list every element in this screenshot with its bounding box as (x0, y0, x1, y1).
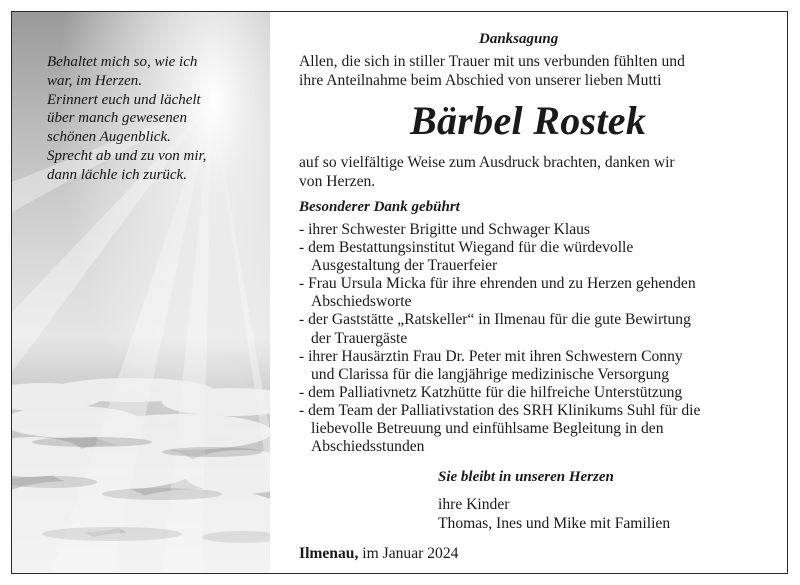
thanks-item-line: und Clarissa für die langjährige medizinische Versorgung (311, 365, 669, 383)
signatory-line: ihre Kinder (438, 496, 510, 513)
special-thanks-heading: Besonderer Dank gebührt (299, 199, 460, 215)
deceased-name: Bärbel Rostek (410, 98, 647, 143)
thanks-list-item (299, 311, 700, 347)
thanks-line: von Herzen. (299, 172, 376, 190)
closing-line: Sie bleibt in unseren Herzen (438, 469, 614, 485)
sky-clouds-photo (12, 12, 270, 573)
notice-heading: Danksagung (479, 31, 559, 47)
verse-line: dann lächle ich zurück. (47, 166, 187, 183)
thanks-item-line: - dem Team der Palliativstation des SRH Klinikums Suhl für die (299, 401, 701, 419)
intro-line: ihre Anteilnahme beim Abschied von unserer lieben Mutti (299, 71, 662, 89)
thanks-item-line: liebevolle Betreuung und einfühlsame Begleitung in den (311, 420, 664, 438)
memorial-verse (47, 53, 257, 185)
thanks-item-line: Abschiedsworte (311, 293, 412, 311)
verse-line: Sprecht ab und zu von mir, (47, 147, 207, 164)
thanks-list-item (299, 239, 700, 275)
thanks-line: auf so vielfältige Weise zum Ausdruck brachten, danken wir (299, 154, 675, 171)
verse-line: war, im Herzen. (47, 72, 143, 89)
thanks-item-line: der Trauergäste (311, 329, 408, 347)
place: Ilmenau, (299, 545, 359, 562)
thanks-item-line: - Frau Ursula Micka für ihre ehrenden und zu Herzen gehenden (299, 275, 696, 293)
thanks-list-item (299, 275, 700, 311)
thanks-list-item (299, 221, 700, 239)
date: im Januar 2024 (362, 545, 459, 562)
thanks-item-line: - der Gaststätte „Ratskeller“ in Ilmenau für die gute Bewirtung (299, 311, 691, 329)
thanks-item-line: - dem Palliativnetz Katzhütte für die hilfreiche Unterstützung (299, 383, 683, 401)
thanks-list-item (299, 384, 700, 402)
intro-paragraph (299, 53, 779, 90)
thanks-item-line: - ihrer Schwester Brigitte und Schwager Klaus (299, 221, 591, 238)
thanks-list-item (299, 402, 700, 456)
thanks-item-line: Abschiedsstunden (311, 438, 425, 456)
thanks-item-line: - dem Bestattungsinstitut Wiegand für die würdevolle (299, 239, 634, 257)
verse-line: Erinnert euch und lächelt (47, 91, 201, 108)
intro-line: Allen, die sich in stiller Trauer mit uns verbunden fühlten und (299, 53, 685, 70)
signatory-line: Thomas, Ines und Mike mit Familien (438, 514, 671, 532)
thanks-paragraph (299, 154, 675, 191)
thanks-item-line: - ihrer Hausärztin Frau Dr. Peter mit ihren Schwestern Conny (299, 347, 683, 365)
thanks-list-item (299, 348, 700, 384)
verse-line: über manch gewesenen (47, 110, 187, 127)
thanks-list (299, 221, 700, 456)
verse-line: schönen Augenblick. (47, 129, 171, 146)
verse-line: Behaltet mich so, wie ich (47, 54, 198, 70)
thanks-item-line: Ausgestaltung der Trauerfeier (311, 257, 498, 275)
place-date (299, 545, 458, 563)
signatories (438, 496, 670, 533)
